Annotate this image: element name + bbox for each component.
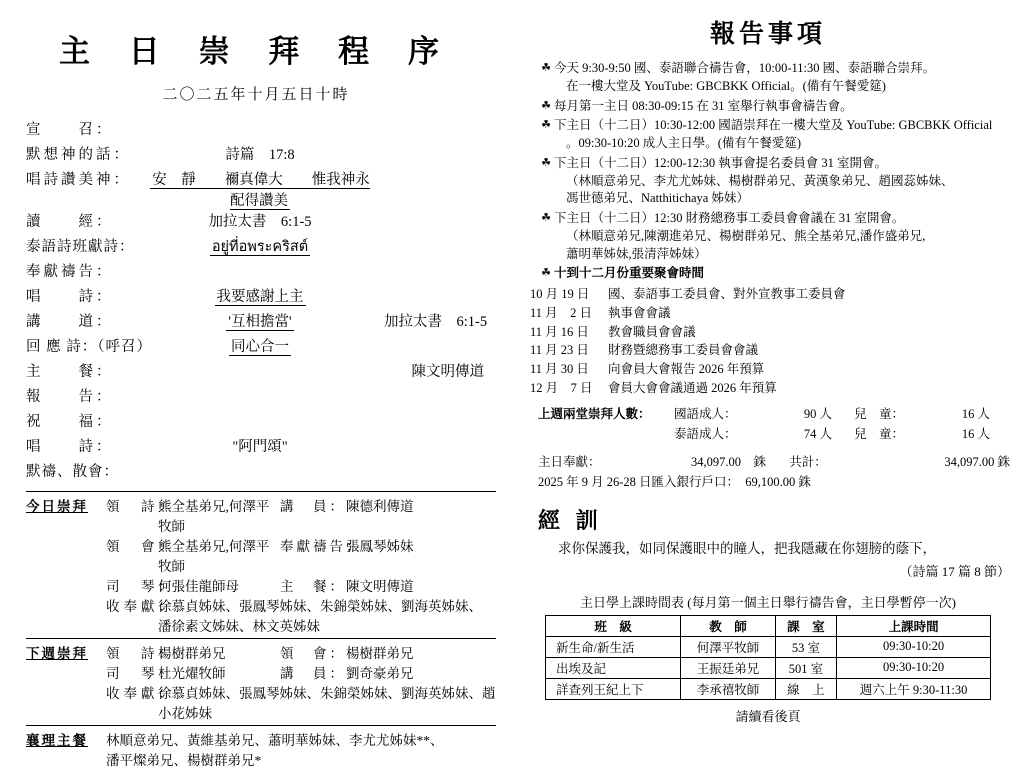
role-value: 徐慕貞姊妹、張鳳琴姊妹、朱錦榮姊妹、劉海英姊妹、趙小花姊妹 [158, 686, 496, 721]
order-label: 奉獻禱告： [26, 264, 114, 280]
worship-order-list [0, 118, 512, 485]
column-header-time: 上課時間 [837, 615, 991, 636]
role-label: 領 詩： [106, 499, 176, 514]
order-value-text: 安 靜 禰真偉大 惟我神永配得讚美 [152, 172, 370, 209]
attendance-section [512, 404, 1024, 444]
table-header-row [546, 615, 991, 636]
table-row [538, 424, 1024, 444]
meeting-date: 11 月 30 日 [530, 362, 589, 376]
role-value: 潘徐素文姊妹、林文英姊妹 [158, 619, 320, 634]
role-label: 司 琴： [106, 579, 176, 594]
table-row [26, 575, 496, 595]
order-label: 講 道： [26, 314, 114, 330]
offering-bank-line: 2025 年 9 月 26-28 日匯入銀行戶口： 69,100.00 銖 [538, 474, 811, 489]
service-block-next-week [26, 642, 496, 722]
announcement-subtext: 馮世德弟兄、Natthitichaya 姊妹） [566, 191, 749, 206]
order-label: 默禱、散會： [26, 464, 119, 480]
meeting-date: 11 月 23 日 [530, 343, 589, 358]
table-row [546, 678, 991, 699]
role-value: 熊全基弟兄,何澤平牧師 [158, 499, 270, 534]
role-value: 何張佳龍師母 [158, 579, 239, 594]
order-item [26, 118, 496, 143]
table-row [530, 285, 1024, 304]
table-row [530, 379, 1024, 398]
role-value: 熊全基弟兄,何澤平牧師 [158, 539, 270, 574]
offering-total-label: 共計： [789, 454, 827, 469]
column-header-teacher: 教 師 [681, 615, 775, 636]
table-row [26, 662, 496, 682]
table-row [26, 642, 496, 662]
bullet-icon: ☘ [541, 212, 551, 224]
verse-title: 經 訓 [538, 508, 602, 534]
announcement-subtext: 蕭明華姊妹,張清萍姊妹） [566, 246, 707, 261]
table-row [546, 636, 991, 657]
list-item [538, 155, 1014, 208]
order-item [26, 143, 496, 168]
bullet-icon: ☘ [541, 156, 551, 169]
cell-time: 週六上午 9:30-11:30 [837, 678, 991, 699]
attendance-key: 泰語成人： [674, 426, 737, 441]
order-label: 唱詩讚美神： [26, 172, 131, 188]
order-value: 詩篇 17:8 [225, 147, 295, 163]
page-title: 主 日 崇 拜 程 序 [59, 34, 453, 70]
role-value-2: 劉奇豪弟兄 [346, 666, 414, 681]
attendance-value: 74 人 [803, 426, 832, 441]
bullet-icon: ☘ [541, 99, 551, 112]
order-value-text: อยู่ที่อพระคริสต์ [211, 239, 309, 255]
divider [26, 638, 496, 639]
role-label: 領 會： [106, 539, 176, 554]
service-block-heading: 下週崇拜 [26, 646, 88, 661]
order-label: 讀 經： [26, 214, 114, 230]
table-row [546, 657, 991, 678]
cell-room: 501 室 [775, 657, 836, 678]
verse-reference: （詩篇 17 篇 8 節） [899, 563, 1010, 579]
announcement-body [554, 98, 1014, 116]
offering-amount: 34,097.00 銖 [690, 454, 766, 469]
meeting-title: 會員大會會議通過 2026 年預算 [608, 380, 777, 395]
attendance-key: 國語成人： [674, 406, 737, 421]
table-row [26, 749, 496, 769]
order-value-text: '互相擔當' [228, 314, 292, 330]
sunday-school-table [545, 615, 991, 700]
left-column [0, 0, 512, 768]
table-row [26, 535, 496, 575]
announcement-body [554, 117, 1014, 153]
cell-time: 09:30-10:20 [837, 657, 991, 678]
order-value [144, 335, 376, 356]
attendance-value: 90 人 [803, 406, 832, 421]
meeting-date: 11 月 2 日 [530, 305, 593, 320]
continued-note: 請續看後頁 [735, 708, 801, 724]
role-value: 徐慕貞姊妹、張鳳琴姊妹、朱錦榮姊妹、劉海英姊妹、 [158, 599, 482, 614]
announcement-text: 下主日（十二日）10:30-12:00 國語崇拜在一樓大堂及 YouTube: GBCBKK Official [554, 118, 993, 133]
announcement-text: 十到十二月份重要聚會時間 [554, 266, 705, 281]
service-block-heading: 襄理主餐 [26, 733, 88, 748]
list-item [538, 265, 1014, 283]
verse-text: 求你保護我，如同保護眼中的瞳人，把我隱藏在你翅膀的蔭下， [558, 540, 936, 556]
order-label: 祝 福： [26, 414, 114, 430]
order-label: 默想神的話： [26, 147, 131, 163]
service-block-heading: 今日崇拜 [26, 499, 88, 514]
cell-time: 09:30-10:20 [837, 636, 991, 657]
order-value [144, 310, 376, 331]
order-label: 主 餐： [26, 364, 114, 380]
table-row [538, 452, 1024, 472]
attendance-label: 上週兩堂崇拜人數： [538, 406, 651, 421]
cell-teacher: 李承禧牧師 [681, 678, 775, 699]
cell-class: 詳查列王紀上下 [546, 678, 681, 699]
announcement-body [554, 210, 1014, 263]
divider [26, 725, 496, 726]
cell-room: 53 室 [775, 636, 836, 657]
service-block-communion-helpers [26, 729, 496, 769]
cell-teacher: 王振廷弟兄 [681, 657, 775, 678]
order-value-text: 同心合一 [231, 339, 289, 355]
order-item [26, 460, 496, 485]
announcement-text: 每月第一主日 08:30-09:15 在 31 室舉行執事會禱告會。 [554, 98, 853, 113]
offering-section [512, 452, 1024, 492]
cell-class: 新生命/新生活 [546, 636, 681, 657]
role-value-2: 陳德利傳道 [346, 499, 414, 514]
role-label-2: 領 會： [280, 646, 346, 661]
announcement-subtext: （林順意弟兄,陳潮進弟兄、楊樹群弟兄、熊全基弟兄,潘作盛弟兄, [566, 228, 926, 243]
bullet-icon: ☘ [541, 267, 551, 280]
role-label: 收奉獻： [106, 599, 176, 614]
meeting-date: 12 月 7 日 [530, 380, 593, 395]
list-item [538, 210, 1014, 263]
meeting-title: 執事會會議 [608, 305, 671, 320]
attendance-value-children: 16 人 [961, 426, 990, 441]
cell-teacher: 何澤平牧師 [681, 636, 775, 657]
order-item [26, 310, 496, 335]
order-item [26, 235, 496, 260]
meeting-title: 國、泰語事工委員會、對外宣教事工委員會 [608, 287, 846, 301]
meeting-date: 10 月 19 日 [530, 287, 590, 301]
table-row [26, 682, 496, 722]
attendance-key-children: 兒 童： [854, 426, 905, 441]
announcements-title: 報告事項 [709, 19, 826, 48]
announcement-body [554, 60, 1014, 96]
column-header-room: 課 室 [775, 615, 836, 636]
table-row [530, 323, 1024, 342]
column-header-class: 班 級 [546, 615, 681, 636]
role-label: 收奉獻： [106, 686, 176, 701]
announcement-text: 下主日（十二日）12:30 財務總務事工委員會會議在 31 室開會。 [554, 211, 905, 225]
announcement-text: 下主日（十二日）12:00-12:30 執事會提名委員會 31 室開會。 [554, 155, 887, 170]
announcement-body [554, 265, 1014, 283]
offering-total-amount: 34,097.00 銖 [944, 454, 1010, 469]
meeting-title: 教會職員會會議 [608, 324, 696, 339]
table-row [26, 595, 496, 615]
role-label: 領 詩： [106, 646, 176, 661]
role-value: 楊樹群弟兄 [158, 646, 226, 661]
table-row [530, 304, 1024, 323]
table-row [538, 404, 1024, 424]
cell-class: 出埃及記 [546, 657, 681, 678]
service-assignments [0, 491, 512, 769]
role-value: 林順意弟兄、黃維基弟兄、蕭明華姊妹、李尤尤姊妹**、 [106, 733, 444, 748]
announcement-subtext: 在一樓大堂及 YouTube: GBCBKK Official。(備有午餐愛筵) [566, 78, 886, 93]
order-label: 泰語詩班獻詩： [26, 239, 135, 255]
order-item [26, 210, 496, 235]
role-value-2: 陳文明傳道 [346, 579, 414, 594]
list-item [538, 60, 1014, 96]
order-item [26, 410, 496, 435]
order-label: 報 告： [26, 389, 114, 405]
meeting-title: 向會員大會報告 2026 年預算 [608, 362, 765, 376]
order-item [26, 360, 496, 385]
announcement-subtext: （林順意弟兄、李尤尤姊妹、楊樹群弟兄、黃漢象弟兄、趙國蕊姊妹、 [566, 173, 954, 188]
attendance-key-children: 兒 童： [854, 406, 905, 421]
bullet-icon: ☘ [541, 62, 551, 74]
order-item [26, 285, 496, 310]
role-value-2: 張鳳琴姊妹 [346, 539, 414, 554]
role-value: 潘平燦弟兄、楊樹群弟兄* [106, 753, 262, 768]
upcoming-meetings-table [512, 285, 1024, 398]
cell-room: 線 上 [775, 678, 836, 699]
role-label-2: 講 員： [280, 666, 346, 681]
list-item [538, 117, 1014, 153]
order-label: 唱 詩： [26, 289, 114, 305]
table-row [26, 729, 496, 749]
order-value-text: 我要感謝上主 [216, 289, 304, 305]
meeting-date: 11 月 16 日 [530, 324, 589, 339]
order-value [144, 235, 376, 258]
role-label-2: 講 員： [280, 499, 346, 514]
page-subtitle: 二〇二五年十月五日十時 [162, 87, 350, 103]
table-row [26, 495, 496, 535]
order-value: 加拉太書 6:1-5 [208, 214, 312, 230]
order-label: 宣 召： [26, 122, 114, 138]
spacer [538, 424, 674, 444]
right-column [512, 0, 1024, 724]
order-item [26, 335, 496, 360]
order-label: 回 應 詩：（呼召） [26, 339, 152, 355]
role-label-2: 主 餐： [280, 579, 346, 594]
order-value [144, 285, 376, 306]
announcement-text: 今天 9:30-9:50 國、泰語聯合禱告會，10:00-11:30 國、泰語聯合崇拜。 [554, 61, 936, 75]
table-row [530, 360, 1024, 379]
offering-label: 主日奉獻： [538, 454, 601, 469]
announcement-body [554, 155, 1014, 208]
order-item [26, 260, 496, 285]
order-value [144, 168, 376, 210]
order-tail: 加拉太書 6:1-5 [384, 314, 488, 330]
order-item [26, 168, 496, 210]
attendance-value-children: 16 人 [961, 406, 990, 421]
order-value: "阿門頌" [232, 439, 288, 455]
class-table-caption: 主日學上課時間表 (每月第一個主日舉行禱告會，主日學暫停一次) [580, 594, 956, 610]
meeting-title: 財務暨總務事工委員會會議 [608, 343, 759, 358]
role-label: 司 琴： [106, 666, 176, 681]
role-label-2: 奉獻禱告： [280, 539, 363, 554]
service-block-today [26, 495, 496, 635]
role-value: 杜光燿牧師 [158, 666, 226, 681]
divider [26, 491, 496, 492]
order-tail: 陳文明傳道 [411, 364, 484, 380]
order-item [26, 385, 496, 410]
order-item [26, 435, 496, 460]
table-row [530, 341, 1024, 360]
list-item [538, 98, 1014, 116]
announcements-list [512, 60, 1024, 283]
order-label: 唱 詩： [26, 439, 114, 455]
bullet-icon: ☘ [541, 119, 551, 132]
announcement-subtext: 。09:30-10:20 成人主日學。(備有午餐愛筵) [566, 136, 802, 150]
table-row [26, 615, 496, 635]
role-value-2: 楊樹群弟兄 [346, 646, 414, 661]
